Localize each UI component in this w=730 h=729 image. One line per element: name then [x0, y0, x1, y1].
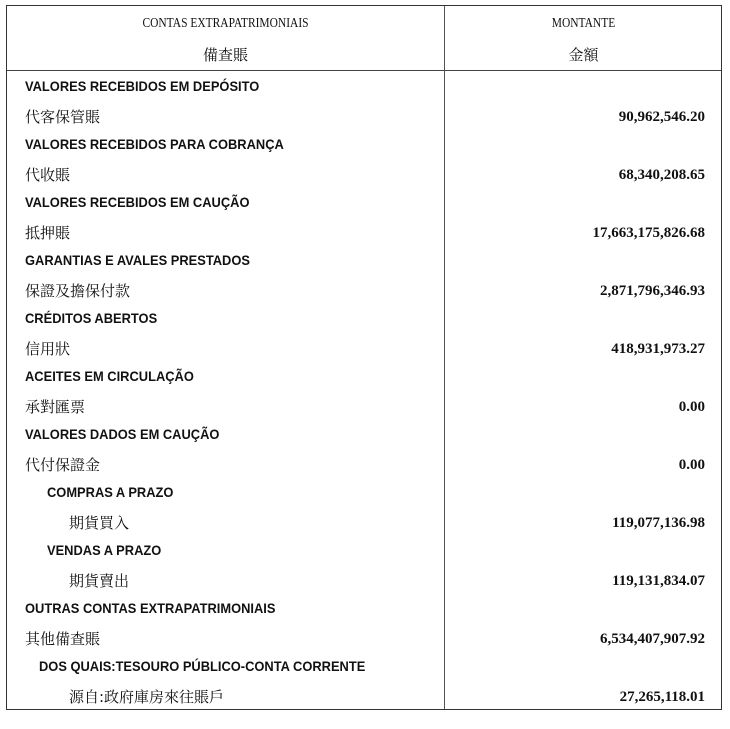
table-body: [7, 72, 721, 710]
row-amount: 418,931,973.27: [611, 341, 705, 357]
table-row: [7, 101, 721, 130]
table-row: [7, 72, 721, 101]
row-amount: 0.00: [678, 457, 705, 473]
table-row: [7, 681, 721, 710]
row-label: VALORES RECEBIDOS PARA COBRANÇA: [25, 136, 284, 152]
header-amount-zh: 金額: [568, 46, 599, 64]
row-label: 其他備查賬: [25, 630, 101, 648]
table-row: [7, 420, 721, 449]
table-row: [7, 217, 721, 246]
row-label: VALORES DADOS EM CAUÇÃO: [25, 426, 220, 442]
table-row: [7, 159, 721, 188]
row-label: 代付保證金: [25, 456, 101, 474]
row-label: GARANTIAS E AVALES PRESTADOS: [25, 252, 250, 268]
header-accounts-pt: CONTAS EXTRAPATRIMONIAIS: [142, 16, 309, 31]
row-amount: 27,265,118.01: [619, 689, 705, 705]
table-row: [7, 188, 721, 217]
row-amount: 119,077,136.98: [612, 515, 705, 531]
table-row: [7, 449, 721, 478]
row-label: 保證及擔保付款: [25, 282, 131, 300]
row-label: 抵押賬: [25, 224, 71, 242]
row-label: VALORES RECEBIDOS EM DEPÓSITO: [25, 78, 260, 94]
row-label: OUTRAS CONTAS EXTRAPATRIMONIAIS: [25, 600, 276, 616]
table-row: [7, 507, 721, 536]
table-header: [7, 6, 721, 71]
header-amount-pt: MONTANTE: [551, 16, 616, 31]
table-row: [7, 362, 721, 391]
off-balance-sheet-table: [6, 5, 722, 710]
row-label: 期貨賣出: [69, 572, 130, 590]
table-row: [7, 304, 721, 333]
table-row: [7, 246, 721, 275]
row-label: COMPRAS A PRAZO: [47, 484, 174, 500]
header-accounts-zh: 備查賬: [202, 46, 248, 64]
row-label: VENDAS A PRAZO: [47, 542, 162, 558]
table-row: [7, 333, 721, 362]
table-row: [7, 565, 721, 594]
table-row: [7, 130, 721, 159]
row-label: 代收賬: [25, 166, 71, 184]
row-label: VALORES RECEBIDOS EM CAUÇÃO: [25, 194, 250, 210]
row-label: CRÉDITOS ABERTOS: [25, 310, 158, 326]
header-accounts: [7, 6, 444, 70]
row-label: 承對匯票: [25, 398, 86, 416]
table-row: [7, 478, 721, 507]
table-row: [7, 275, 721, 304]
row-amount: 17,663,175,826.68: [592, 225, 705, 241]
table-row: [7, 536, 721, 565]
table-row: [7, 652, 721, 681]
row-label: 信用狀: [25, 340, 71, 358]
table-row: [7, 623, 721, 652]
header-amount: [444, 6, 723, 70]
row-amount: 68,340,208.65: [618, 167, 705, 183]
row-label: DOS QUAIS:TESOURO PÚBLICO-CONTA CORRENTE: [39, 658, 366, 674]
row-label: 期貨買入: [69, 514, 130, 532]
row-amount: 0.00: [678, 399, 705, 415]
row-amount: 2,871,796,346.93: [600, 283, 705, 299]
row-label: ACEITES EM CIRCULAÇÃO: [25, 368, 194, 384]
row-amount: 90,962,546.20: [618, 109, 705, 125]
row-amount: 6,534,407,907.92: [600, 631, 705, 647]
row-amount: 119,131,834.07: [612, 573, 705, 589]
table-row: [7, 391, 721, 420]
row-label: 源自:政府庫房來往賬戶: [69, 688, 225, 706]
table-row: [7, 594, 721, 623]
row-label: 代客保管賬: [25, 108, 101, 126]
